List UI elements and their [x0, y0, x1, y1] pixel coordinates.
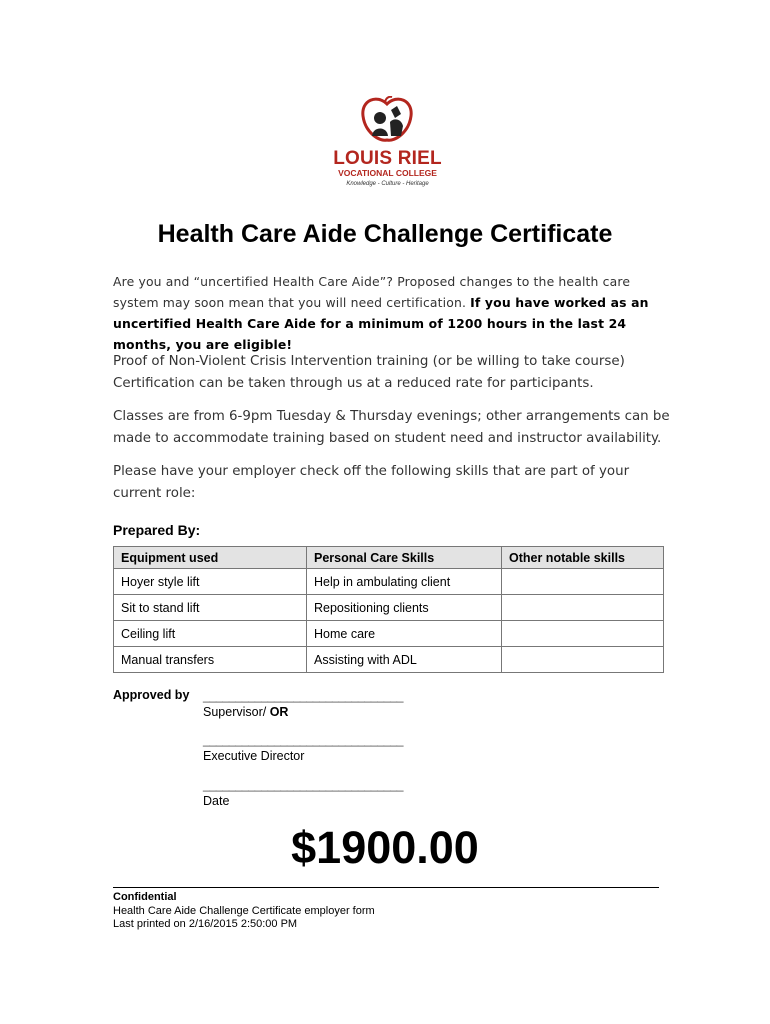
- prepared-by-label: Prepared By:: [113, 522, 201, 538]
- table-header: Other notable skills: [502, 547, 664, 569]
- table-cell: Repositioning clients: [307, 595, 502, 621]
- last-printed: Last printed on 2/16/2015 2:50:00 PM: [113, 918, 298, 930]
- table-row: [114, 595, 664, 621]
- confidential-label: Confidential: [113, 891, 177, 903]
- eligibility-statement: If you have worked as an uncertified Health Care Aide for a minimum of 1200 hours in the last 24 months, you are eligible!: [113, 295, 649, 352]
- table-cell: [502, 569, 664, 595]
- table-cell: [502, 621, 664, 647]
- table-header: Personal Care Skills: [307, 547, 502, 569]
- table-cell: [502, 647, 664, 673]
- table-cell: Assisting with ADL: [307, 647, 502, 673]
- footer-divider: [113, 887, 659, 888]
- date-label: Date: [203, 794, 230, 808]
- intro-text: Are you and “uncertified Health Care Aide”? Proposed changes to the health care system may soon mean that you will need certification.: [113, 274, 631, 310]
- footer: [113, 891, 375, 932]
- supervisor-label: [203, 705, 403, 719]
- table-cell: Ceiling lift: [114, 621, 307, 647]
- training-paragraph: Proof of Non-Violent Crisis Intervention training (or be willing to take course) Certification can be taken through us at a reduced rate for participants.: [113, 354, 625, 391]
- table-row: [114, 647, 664, 673]
- table-header: Equipment used: [114, 547, 307, 569]
- table-row: [114, 621, 664, 647]
- table-cell: Sit to stand lift: [114, 595, 307, 621]
- college-emblem-icon: [357, 96, 417, 146]
- instructions-paragraph: Please have your employer check off the following skills that are part of your current role:: [113, 464, 630, 501]
- or-text: OR: [269, 705, 289, 719]
- executive-signature: [203, 733, 403, 763]
- supervisor-text: Supervisor/: [203, 705, 270, 719]
- table-cell: Home care: [307, 621, 502, 647]
- table-header-row: [114, 547, 664, 569]
- signature-line: _______________________________: [203, 733, 404, 747]
- logo-tagline: Knowledge - Culture - Heritage: [346, 181, 429, 187]
- logo-subtitle: VOCATIONAL COLLEGE: [338, 168, 437, 178]
- college-logo: [325, 96, 450, 196]
- form-name: Health Care Aide Challenge Certificate employer form: [113, 904, 375, 917]
- intro-paragraph: [113, 271, 673, 355]
- skills-table: [113, 546, 664, 673]
- table-row: [114, 569, 664, 595]
- signature-line: _______________________________: [203, 778, 404, 792]
- schedule-paragraph: Classes are from 6-9pm Tuesday & Thursday evenings; other arrangements can be made to accommodate training based on student need and instructor availability.: [113, 409, 670, 446]
- executive-director-label: Executive Director: [203, 749, 305, 763]
- table-cell: [502, 595, 664, 621]
- document-title: Health Care Aide Challenge Certificate: [157, 220, 613, 248]
- supervisor-signature: [203, 689, 403, 719]
- signature-line: _______________________________: [203, 689, 404, 703]
- approved-by-label: Approved by: [113, 688, 190, 702]
- price-amount: $1900.00: [291, 822, 479, 873]
- table-cell: Manual transfers: [114, 647, 307, 673]
- table-cell: Hoyer style lift: [114, 569, 307, 595]
- date-signature: [203, 778, 403, 808]
- table-cell: Help in ambulating client: [307, 569, 502, 595]
- logo-name: LOUIS RIEL: [333, 148, 442, 169]
